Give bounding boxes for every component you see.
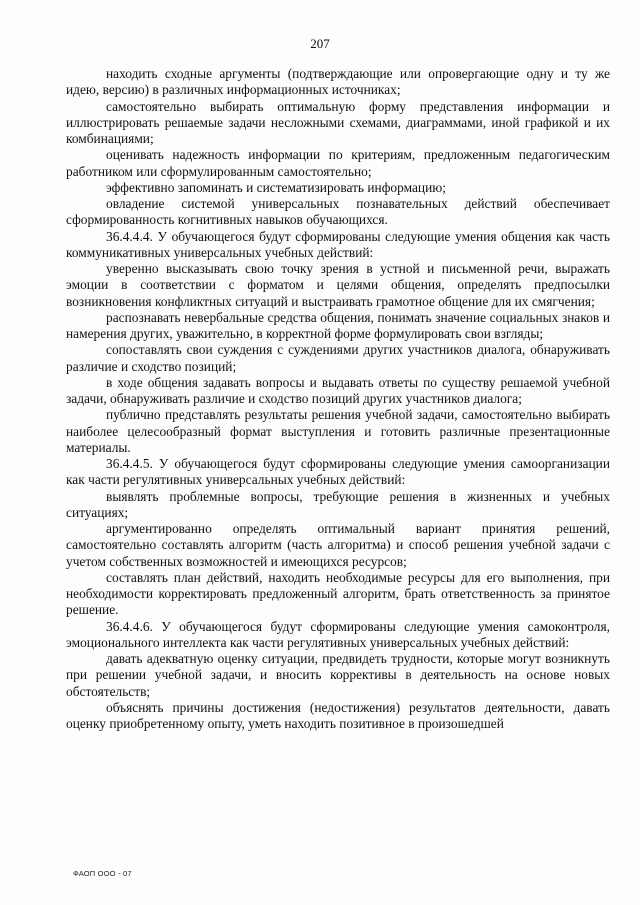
paragraph-2: самостоятельно выбирать оптимальную форму представления информации и иллюстрировать решаемые задачи несложными схемами, диаграммами, иной графикой и их комбинациями; [66, 98, 610, 146]
paragraph-18: объяснять причины достижения (недостижения) результатов деятельности, давать оценку приобретенному опыту, уметь находить позитивное в произошедшей [66, 699, 610, 731]
paragraph-6: 36.4.4.4. У обучающегося будут сформированы следующие умения общения как часть коммуникативных универсальных учебных действий: [66, 228, 610, 260]
paragraph-17: давать адекватную оценку ситуации, предвидеть трудности, которые могут возникнуть при решении учебной задачи, и вносить коррективы в деятельность на основе новых обстоятельств; [66, 651, 610, 699]
paragraph-5: овладение системой универсальных познавательных действий обеспечивает сформированность когнитивных навыков обучающихся. [66, 196, 610, 228]
body-text [66, 66, 610, 732]
paragraph-7: уверенно высказывать свою точку зрения в устной и письменной речи, выражать эмоции в соответствии с форматом и целями общения, определять предпосылки возникновения конфликтных ситуаций и выстраивать грамотное общение для их смягчения; [66, 261, 610, 309]
paragraph-4: эффективно запоминать и систематизировать информацию; [106, 179, 446, 195]
paragraph-16: 36.4.4.6. У обучающегося будут сформированы следующие умения самоконтроля, эмоционального интеллекта как части регулятивных универсальных учебных действий: [66, 618, 610, 650]
paragraph-1: находить сходные аргументы (подтверждающие или опровергающие одну и ту же идею, версию) в различных информационных источниках; [66, 66, 610, 98]
paragraph-14: аргументированно определять оптимальный вариант принятия решений, самостоятельно составлять алгоритм (часть алгоритма) и способ решения учебной задачи с учетом собственных возможностей и имеющихся ресурсов; [66, 521, 610, 569]
page-number: 207 [310, 36, 330, 51]
paragraph-9: сопоставлять свои суждения с суждениями других участников диалога, обнаруживать различие и сходство позиций; [66, 342, 610, 374]
paragraph-13: выявлять проблемные вопросы, требующие решения в жизненных и учебных ситуациях; [66, 488, 610, 520]
paragraph-11: публично представлять результаты решения учебной задачи, самостоятельно выбирать наиболее целесообразный формат выступления и готовить различные презентационные материалы. [66, 407, 610, 455]
paragraph-10: в ходе общения задавать вопросы и выдавать ответы по существу решаемой учебной задачи, обнаруживать различие и сходство позиций других участников диалога; [66, 374, 610, 406]
paragraph-15: составлять план действий, находить необходимые ресурсы для его выполнения, при необходимости корректировать предложенный алгоритм, брать ответственность за принятое решение. [66, 569, 610, 618]
paragraph-8: распознавать невербальные средства общения, понимать значение социальных знаков и намерения других, уважительно, в корректной форме формулировать свои взгляды; [66, 309, 610, 341]
paragraph-3: оценивать надежность информации по критериям, предложенным педагогическим работником или сформулированным самостоятельно; [66, 147, 610, 179]
paragraph-12: 36.4.4.5. У обучающегося будут сформированы следующие умения самоорганизации как части регулятивных универсальных учебных действий: [66, 456, 610, 488]
footer-code: ФАОП ООО - 07 [73, 869, 132, 878]
